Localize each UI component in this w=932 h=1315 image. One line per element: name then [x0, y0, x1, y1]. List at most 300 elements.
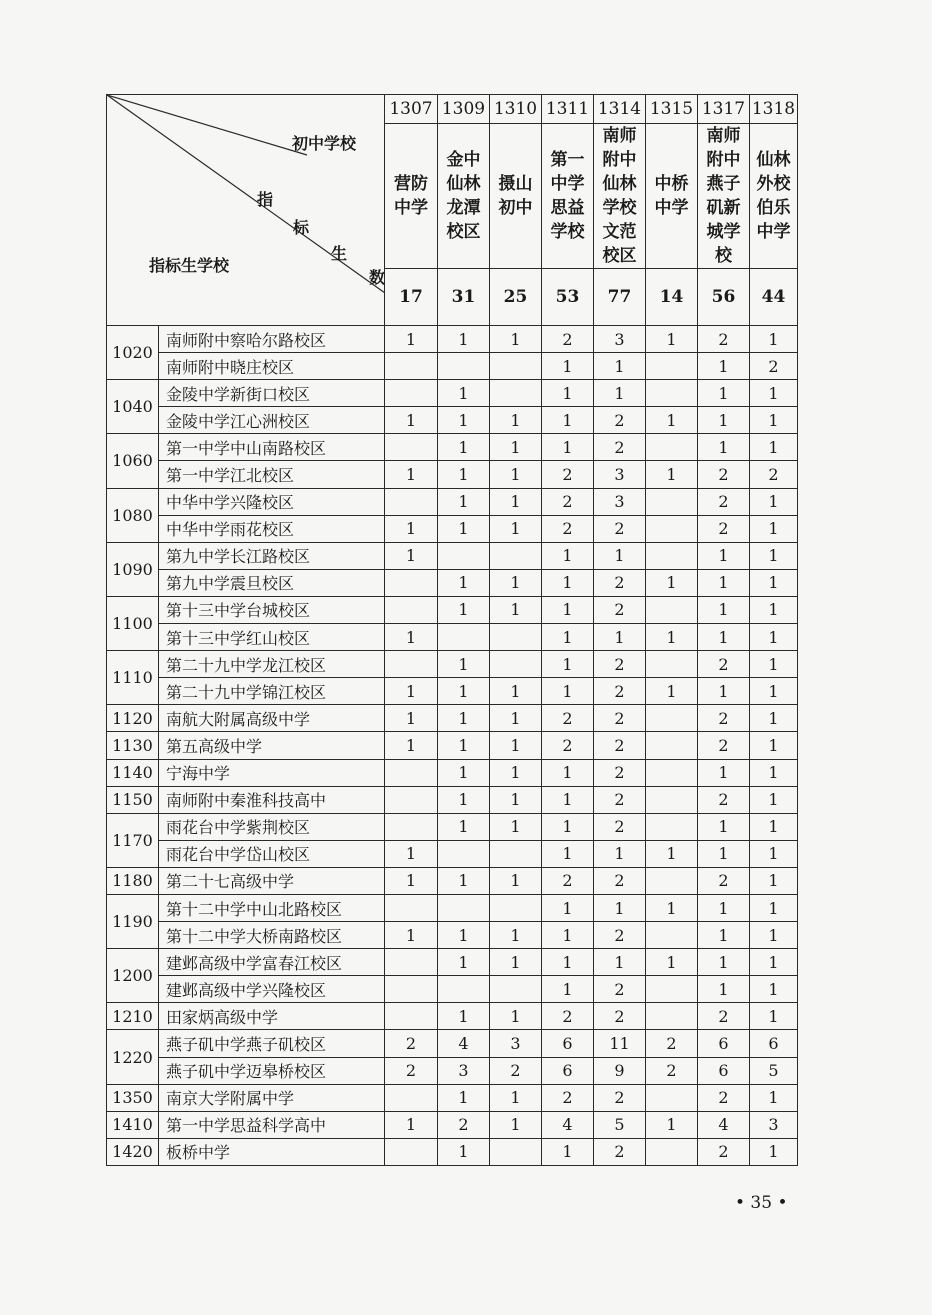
quota-cell [385, 434, 438, 461]
school-name: 燕子矶中学迈皋桥校区 [159, 1057, 385, 1084]
school-name: 第一中学思益科学高中 [159, 1111, 385, 1138]
table-row [107, 1030, 798, 1057]
quota-cell: 1 [542, 624, 594, 651]
school-name: 第十二中学大桥南路校区 [159, 922, 385, 949]
column-quota: 53 [542, 269, 594, 326]
quota-cell: 1 [542, 922, 594, 949]
quota-cell: 1 [542, 596, 594, 623]
quota-cell: 1 [490, 326, 542, 353]
quota-cell: 1 [490, 1003, 542, 1030]
school-code: 1180 [107, 867, 159, 894]
quota-cell: 2 [385, 1030, 438, 1057]
quota-char-2: 标 [293, 218, 310, 237]
quota-cell [646, 380, 698, 407]
column-quota: 14 [646, 269, 698, 326]
school-name: 第二十七高级中学 [159, 867, 385, 894]
quota-cell: 2 [542, 867, 594, 894]
quota-cell: 1 [594, 949, 646, 976]
quota-cell: 1 [750, 569, 798, 596]
quota-cell: 2 [542, 1003, 594, 1030]
school-name: 第九中学长江路校区 [159, 542, 385, 569]
quota-cell: 1 [385, 542, 438, 569]
table-row [107, 1003, 798, 1030]
quota-cell: 1 [542, 651, 594, 678]
quota-cell: 4 [698, 1111, 750, 1138]
quota-cell: 1 [542, 813, 594, 840]
quota-cell: 1 [750, 651, 798, 678]
quota-cell [438, 976, 490, 1003]
quota-cell: 1 [698, 949, 750, 976]
quota-cell: 1 [646, 569, 698, 596]
quota-cell: 1 [750, 434, 798, 461]
column-quota: 17 [385, 269, 438, 326]
quota-cell: 1 [438, 786, 490, 813]
table-row [107, 434, 798, 461]
quota-cell: 1 [542, 786, 594, 813]
quota-cell: 4 [438, 1030, 490, 1057]
quota-cell: 1 [750, 1084, 798, 1111]
quota-cell: 1 [438, 461, 490, 488]
quota-cell [385, 1003, 438, 1030]
quota-cell: 1 [385, 732, 438, 759]
quota-cell [385, 894, 438, 921]
quota-cell: 2 [698, 786, 750, 813]
column-code: 1318 [750, 95, 798, 124]
quota-cell: 2 [594, 786, 646, 813]
school-name: 第一中学中山南路校区 [159, 434, 385, 461]
quota-cell [646, 759, 698, 786]
school-name: 金陵中学新街口校区 [159, 380, 385, 407]
column-school-name [750, 124, 798, 269]
quota-cell: 1 [646, 407, 698, 434]
quota-char-1: 指 [257, 190, 274, 209]
quota-table [106, 94, 798, 1166]
school-name: 建邺高级中学兴隆校区 [159, 976, 385, 1003]
quota-cell: 1 [438, 1138, 490, 1165]
quota-cell: 6 [542, 1057, 594, 1084]
quota-cell [490, 1138, 542, 1165]
quota-cell: 1 [385, 1111, 438, 1138]
quota-cell: 1 [698, 813, 750, 840]
quota-cell: 1 [646, 326, 698, 353]
school-code: 1420 [107, 1138, 159, 1165]
quota-cell [646, 651, 698, 678]
quota-cell [490, 380, 542, 407]
quota-cell: 1 [438, 678, 490, 705]
quota-cell: 1 [698, 569, 750, 596]
quota-cell: 1 [490, 867, 542, 894]
quota-cell: 1 [438, 380, 490, 407]
quota-cell [490, 542, 542, 569]
table-row [107, 461, 798, 488]
quota-cell: 2 [594, 1138, 646, 1165]
column-school-name-text: 中桥中学 [654, 174, 689, 218]
quota-cell [385, 1138, 438, 1165]
school-name: 金陵中学江心洲校区 [159, 407, 385, 434]
school-code: 1040 [107, 380, 159, 434]
table-row [107, 326, 798, 353]
quota-cell [385, 949, 438, 976]
quota-cell: 6 [750, 1030, 798, 1057]
table-row [107, 813, 798, 840]
quota-cell: 1 [385, 407, 438, 434]
page-number: • 35 • [735, 1193, 788, 1213]
quota-cell: 1 [698, 596, 750, 623]
table-row [107, 1084, 798, 1111]
school-name: 第一中学江北校区 [159, 461, 385, 488]
quota-cell: 1 [750, 840, 798, 867]
quota-cell: 1 [698, 894, 750, 921]
quota-cell: 1 [490, 1111, 542, 1138]
quota-cell: 2 [385, 1057, 438, 1084]
school-name: 宁海中学 [159, 759, 385, 786]
quota-cell: 1 [542, 949, 594, 976]
table-row [107, 380, 798, 407]
quota-cell: 1 [385, 461, 438, 488]
quota-cell: 1 [750, 894, 798, 921]
quota-cell: 1 [438, 326, 490, 353]
quota-cell: 1 [438, 813, 490, 840]
quota-cell: 1 [646, 894, 698, 921]
quota-cell: 1 [542, 894, 594, 921]
quota-cell: 1 [385, 624, 438, 651]
quota-cell [385, 786, 438, 813]
quota-cell: 1 [646, 624, 698, 651]
school-name: 南师附中秦淮科技高中 [159, 786, 385, 813]
middle-school-label: 初中学校 [292, 134, 357, 153]
quota-cell: 1 [438, 407, 490, 434]
table-row [107, 840, 798, 867]
table-row [107, 1111, 798, 1138]
table-row [107, 542, 798, 569]
quota-cell: 5 [750, 1057, 798, 1084]
target-school-label: 指标生学校 [149, 256, 230, 275]
quota-cell [646, 1084, 698, 1111]
quota-cell: 1 [542, 434, 594, 461]
school-name: 雨花台中学岱山校区 [159, 840, 385, 867]
school-name: 雨花台中学紫荆校区 [159, 813, 385, 840]
quota-cell [646, 353, 698, 380]
quota-cell [385, 488, 438, 515]
quota-cell: 1 [594, 894, 646, 921]
quota-cell [438, 894, 490, 921]
quota-cell [490, 840, 542, 867]
table-row [107, 488, 798, 515]
school-name: 田家炳高级中学 [159, 1003, 385, 1030]
quota-cell: 1 [490, 407, 542, 434]
quota-cell [385, 759, 438, 786]
column-code: 1315 [646, 95, 698, 124]
quota-cell: 1 [385, 922, 438, 949]
school-name: 南航大附属高级中学 [159, 705, 385, 732]
column-code: 1317 [698, 95, 750, 124]
school-code: 1190 [107, 894, 159, 948]
quota-cell: 1 [490, 949, 542, 976]
quota-cell: 2 [698, 732, 750, 759]
quota-cell [490, 624, 542, 651]
quota-cell: 2 [750, 353, 798, 380]
quota-cell: 1 [750, 786, 798, 813]
school-name: 建邺高级中学富春江校区 [159, 949, 385, 976]
quota-cell: 1 [698, 624, 750, 651]
school-name: 燕子矶中学燕子矶校区 [159, 1030, 385, 1057]
quota-cell: 1 [646, 949, 698, 976]
school-name: 南京大学附属中学 [159, 1084, 385, 1111]
column-school-name-text: 摄山初中 [498, 174, 533, 218]
quota-cell: 1 [490, 922, 542, 949]
quota-cell: 1 [750, 678, 798, 705]
quota-cell: 1 [698, 678, 750, 705]
quota-cell [490, 651, 542, 678]
quota-cell: 1 [750, 949, 798, 976]
quota-cell: 2 [594, 922, 646, 949]
quota-cell: 1 [490, 705, 542, 732]
quota-cell: 1 [438, 705, 490, 732]
quota-cell: 2 [594, 569, 646, 596]
table-row [107, 1057, 798, 1084]
quota-cell: 2 [594, 651, 646, 678]
quota-cell [646, 813, 698, 840]
quota-cell: 11 [594, 1030, 646, 1057]
quota-cell: 2 [698, 651, 750, 678]
quota-cell: 1 [646, 678, 698, 705]
column-code: 1311 [542, 95, 594, 124]
quota-cell: 1 [385, 867, 438, 894]
quota-cell: 1 [438, 434, 490, 461]
quota-cell: 1 [750, 380, 798, 407]
quota-cell [646, 542, 698, 569]
school-code: 1110 [107, 651, 159, 705]
table-row [107, 596, 798, 623]
quota-cell: 1 [490, 786, 542, 813]
quota-cell [490, 894, 542, 921]
school-code: 1200 [107, 949, 159, 1003]
column-school-name [594, 124, 646, 269]
quota-cell: 3 [490, 1030, 542, 1057]
quota-cell: 1 [490, 596, 542, 623]
quota-cell: 1 [385, 840, 438, 867]
quota-cell [385, 353, 438, 380]
quota-cell: 1 [490, 732, 542, 759]
quota-cell: 2 [750, 461, 798, 488]
quota-cell [438, 840, 490, 867]
quota-cell: 2 [594, 407, 646, 434]
quota-cell: 2 [594, 1003, 646, 1030]
quota-cell [646, 786, 698, 813]
table-row [107, 651, 798, 678]
school-name: 第二十九中学龙江校区 [159, 651, 385, 678]
quota-cell: 1 [542, 976, 594, 1003]
quota-cell [646, 732, 698, 759]
quota-cell: 1 [750, 705, 798, 732]
quota-cell: 1 [594, 840, 646, 867]
quota-cell: 2 [594, 867, 646, 894]
column-quota: 31 [438, 269, 490, 326]
column-school-name [542, 124, 594, 269]
column-school-name-text: 营防中学 [393, 174, 428, 218]
quota-cell: 2 [542, 732, 594, 759]
quota-cell: 2 [594, 1084, 646, 1111]
quota-cell: 1 [698, 759, 750, 786]
quota-cell: 1 [750, 488, 798, 515]
quota-cell: 1 [438, 1084, 490, 1111]
quota-cell: 2 [594, 596, 646, 623]
column-quota: 77 [594, 269, 646, 326]
quota-cell: 1 [750, 1138, 798, 1165]
school-code: 1020 [107, 326, 159, 380]
quota-cell [646, 488, 698, 515]
quota-cell: 2 [542, 488, 594, 515]
quota-cell [385, 813, 438, 840]
table-row [107, 705, 798, 732]
quota-cell: 1 [490, 434, 542, 461]
school-name: 第九中学震旦校区 [159, 569, 385, 596]
quota-cell: 1 [698, 542, 750, 569]
quota-cell: 1 [698, 922, 750, 949]
school-code: 1410 [107, 1111, 159, 1138]
quota-cell: 1 [542, 759, 594, 786]
quota-cell: 1 [385, 705, 438, 732]
quota-cell: 1 [750, 759, 798, 786]
quota-cell: 1 [698, 380, 750, 407]
quota-cell: 9 [594, 1057, 646, 1084]
table-row [107, 407, 798, 434]
quota-cell: 1 [438, 651, 490, 678]
quota-cell [646, 1138, 698, 1165]
school-code: 1220 [107, 1030, 159, 1084]
column-school-name [438, 124, 490, 269]
quota-cell: 1 [542, 407, 594, 434]
quota-cell: 1 [438, 515, 490, 542]
school-code: 1170 [107, 813, 159, 867]
column-school-name [385, 124, 438, 269]
quota-cell: 1 [490, 515, 542, 542]
corner-diagonal-lines [107, 95, 385, 321]
quota-cell: 1 [385, 515, 438, 542]
quota-cell: 3 [438, 1057, 490, 1084]
column-quota: 56 [698, 269, 750, 326]
table-row [107, 976, 798, 1003]
quota-cell: 3 [594, 461, 646, 488]
quota-cell: 1 [750, 407, 798, 434]
table-row [107, 786, 798, 813]
quota-cell: 1 [490, 1084, 542, 1111]
quota-cell: 2 [542, 515, 594, 542]
table-row [107, 867, 798, 894]
quota-cell [646, 434, 698, 461]
quota-cell: 1 [542, 840, 594, 867]
quota-cell: 1 [750, 813, 798, 840]
quota-cell [490, 976, 542, 1003]
school-name: 板桥中学 [159, 1138, 385, 1165]
quota-cell: 4 [542, 1111, 594, 1138]
quota-cell [646, 922, 698, 949]
school-code: 1100 [107, 596, 159, 650]
school-code: 1060 [107, 434, 159, 488]
quota-cell: 1 [490, 461, 542, 488]
quota-cell [385, 651, 438, 678]
school-code: 1350 [107, 1084, 159, 1111]
quota-cell: 2 [646, 1030, 698, 1057]
school-name: 第十二中学中山北路校区 [159, 894, 385, 921]
column-code: 1307 [385, 95, 438, 124]
quota-cell: 2 [698, 1138, 750, 1165]
quota-cell: 1 [438, 949, 490, 976]
quota-cell: 2 [646, 1057, 698, 1084]
quota-cell: 1 [438, 922, 490, 949]
quota-cell: 2 [542, 461, 594, 488]
quota-cell: 1 [542, 569, 594, 596]
column-school-name-text: 南师附中燕子矶新城学校 [706, 126, 741, 266]
school-code: 1140 [107, 759, 159, 786]
quota-cell: 2 [438, 1111, 490, 1138]
quota-cell: 1 [438, 569, 490, 596]
quota-cell [646, 1003, 698, 1030]
quota-cell: 2 [490, 1057, 542, 1084]
table-row [107, 569, 798, 596]
quota-cell: 2 [698, 461, 750, 488]
quota-cell [646, 705, 698, 732]
quota-cell [438, 542, 490, 569]
quota-cell: 5 [594, 1111, 646, 1138]
quota-cell [490, 353, 542, 380]
table-row [107, 678, 798, 705]
quota-cell: 1 [490, 488, 542, 515]
quota-cell: 1 [750, 515, 798, 542]
quota-cell [646, 867, 698, 894]
table-row [107, 894, 798, 921]
quota-cell [438, 624, 490, 651]
quota-cell: 6 [698, 1030, 750, 1057]
school-name: 第五高级中学 [159, 732, 385, 759]
quota-cell: 1 [646, 1111, 698, 1138]
quota-cell [385, 569, 438, 596]
quota-cell: 1 [646, 461, 698, 488]
table-row [107, 759, 798, 786]
quota-cell: 2 [594, 813, 646, 840]
quota-cell: 1 [698, 976, 750, 1003]
quota-cell: 1 [490, 813, 542, 840]
school-code: 1150 [107, 786, 159, 813]
quota-cell: 1 [542, 542, 594, 569]
table-row [107, 922, 798, 949]
quota-cell [385, 976, 438, 1003]
quota-cell: 2 [542, 326, 594, 353]
quota-cell: 2 [698, 326, 750, 353]
quota-table-container [106, 94, 798, 1166]
quota-char-3: 生 [331, 244, 348, 263]
quota-cell: 2 [594, 759, 646, 786]
quota-cell: 3 [750, 1111, 798, 1138]
quota-cell [646, 596, 698, 623]
table-row [107, 624, 798, 651]
quota-cell: 2 [594, 515, 646, 542]
quota-cell [438, 353, 490, 380]
quota-cell [646, 515, 698, 542]
quota-cell [646, 976, 698, 1003]
quota-cell [385, 1084, 438, 1111]
quota-cell: 2 [594, 434, 646, 461]
column-school-name [698, 124, 750, 269]
quota-cell: 2 [594, 678, 646, 705]
school-name: 南师附中晓庄校区 [159, 353, 385, 380]
quota-cell: 2 [698, 1003, 750, 1030]
quota-cell: 6 [698, 1057, 750, 1084]
quota-cell: 1 [490, 678, 542, 705]
quota-cell: 1 [542, 678, 594, 705]
table-row [107, 949, 798, 976]
quota-cell: 2 [698, 867, 750, 894]
